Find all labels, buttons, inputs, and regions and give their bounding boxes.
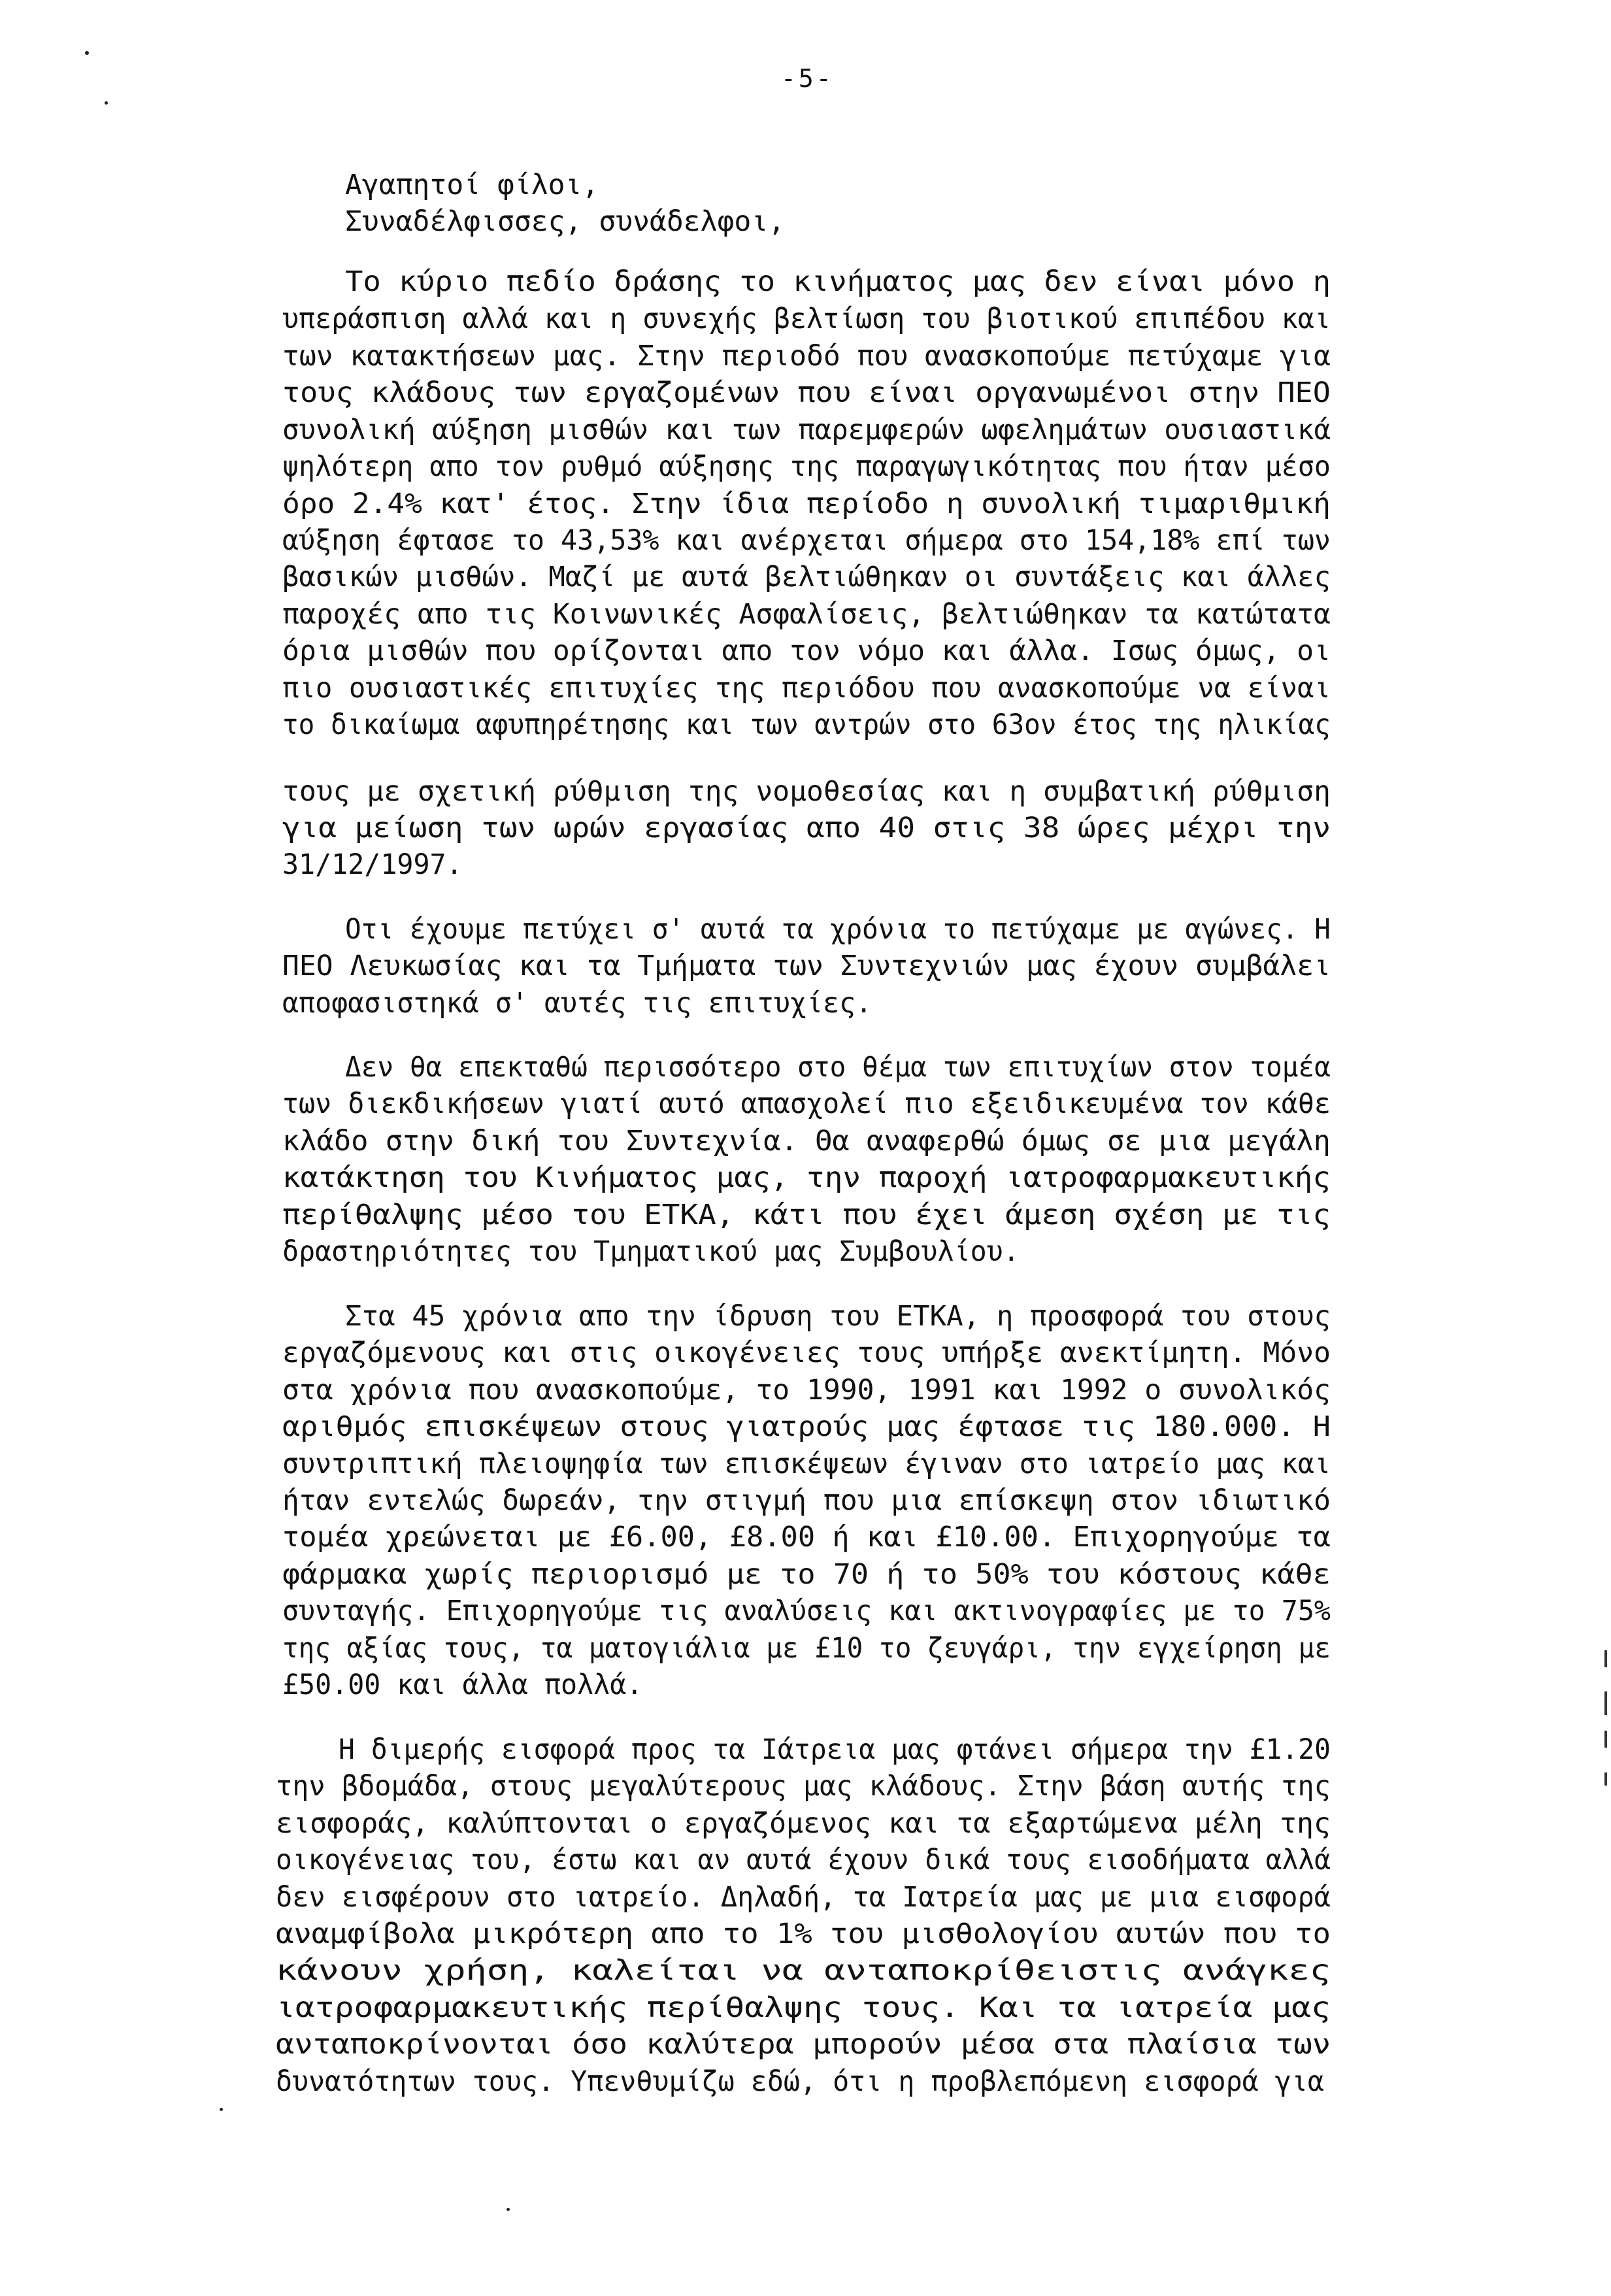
paragraph-line: κατάκτηση του Κινήματος μας, την παροχή ιατροφαρμακευτικής — [282, 1161, 1331, 1194]
paragraph-line: αριθμός επισκέψεων στους γιατρούς μας έφτασε τις 180.000. Η — [282, 1410, 1331, 1443]
paragraph-line: £50.00 και άλλα πολλά. — [282, 1669, 643, 1701]
scan-edge-mark — [1604, 1772, 1607, 1786]
paragraph-line: δυνατότητων τους. Υπενθυμίζω εδώ, ότι η προβλεπόμενη εισφορά για — [276, 2065, 1324, 2098]
paragraph-line: Η διμερής εισφορά προς τα Ιάτρεια μας φτάνει σήμερα την £1.20 — [339, 1733, 1331, 1766]
paragraph-line: την βδομάδα, στους μεγαλύτερους μας κλάδους. Στην βάση αυτής της — [276, 1770, 1331, 1803]
scan-speck — [507, 2208, 510, 2211]
scan-edge-mark — [1604, 1650, 1607, 1667]
paragraph-line: ιατροφαρμακευτικής περίθαλψης τους. Και τα ιατρεία μας — [276, 1991, 1331, 2024]
paragraph-line: Στα 45 χρόνια απο την ίδρυση του ΕΤΚΑ, η προσφορά του στους — [345, 1300, 1331, 1333]
paragraph-line: παροχές απο τις Κοινωνικές Ασφαλίσεις, βελτιώθηκαν τα κατώτατα — [282, 598, 1331, 631]
paragraph-line: 31/12/1997. — [282, 848, 463, 881]
paragraph-line: τους με σχετική ρύθμιση της νομοθεσίας και η συμβατική ρύθμιση — [282, 775, 1331, 808]
paragraph-line: για μείωση των ωρών εργασίας απο 40 στις 38 ώρες μέχρι την — [282, 812, 1331, 844]
paragraph-line: τομέα χρεώνεται με £6.00, £8.00 ή και £10.00. Επιχορηγούμε τα — [282, 1521, 1331, 1554]
paragraph-line: τους κλάδους των εργαζομένων που είναι οργανωμένοι στην ΠΕΟ — [282, 376, 1331, 409]
paragraph-line: αύξηση έφτασε το 43,53% και ανέρχεται σήμερα στο 154,18% επί των — [282, 524, 1331, 557]
paragraph-line: όρο 2.4% κατ' έτος. Στην ίδια περίοδο η συνολική τιμαριθμική — [282, 488, 1331, 520]
paragraph-line: ψηλότερη απο τον ρυθμό αύξησης της παραγωγικότητας που ήταν μέσο — [282, 450, 1331, 483]
paragraph-line: των διεκδικήσεων γιατί αυτό απασχολεί πιο εξειδικευμένα τον κάθε — [282, 1088, 1331, 1120]
paragraph-line: ήταν εντελώς δωρεάν, την στιγμή που μια επίσκεψη στον ιδιωτικό — [282, 1484, 1331, 1517]
page-number: -5- — [781, 64, 834, 93]
paragraph-line: βασικών μισθών. Μαζί με αυτά βελτιώθηκαν οι συντάξεις και άλλες — [282, 561, 1331, 593]
scan-speck — [220, 2108, 223, 2111]
scan-edge-mark — [1604, 1731, 1607, 1748]
scan-speck — [85, 51, 89, 55]
paragraph-line: ΠΕΟ Λευκωσίας και τα Τμήματα των Συντεχνιών μας έχουν συμβάλει — [282, 950, 1331, 982]
paragraph-line: αναμφίβολα μικρότερη απο το 1% του μισθολογίου αυτών που το — [276, 1918, 1331, 1950]
paragraph-line: οικογένειας του, έστω και αν αυτά έχουν δικά τους εισοδήματα αλλά — [276, 1844, 1331, 1876]
scan-edge-mark — [1604, 1691, 1607, 1715]
paragraph-line: Δεν θα επεκταθώ περισσότερο στο θέμα των επιτυχίων στον τομέα — [345, 1051, 1331, 1084]
paragraph-line: Το κύριο πεδίο δράσης το κινήματος μας δεν είναι μόνο η — [345, 265, 1331, 298]
paragraph-line: Οτι έχουμε πετύχει σ' αυτά τα χρόνια το πετύχαμε με αγώνες. Η — [345, 913, 1331, 946]
greeting-line: Αγαπητοί φίλοι, — [345, 169, 599, 201]
paragraph-line: δεν εισφέρουν στο ιατρείο. Δηλαδή, τα Ιατρεία μας με μια εισφορά — [276, 1881, 1331, 1914]
paragraph-line: στα χρόνια που ανασκοπούμε, το 1990, 1991 και 1992 ο συνολικός — [282, 1374, 1331, 1406]
paragraph-line: κάνουν χρήση, καλείται να ανταποκρίθειστις ανάγκες — [276, 1954, 1331, 1987]
paragraph-line: υπεράσπιση αλλά και η συνεχής βελτίωση του βιοτικού επιπέδου και — [282, 303, 1331, 335]
paragraph-line: πιο ουσιαστικές επιτυχίες της περιόδου που ανασκοπούμε να είναι — [282, 672, 1331, 705]
paragraph-line: αποφασιστηκά σ' αυτές τις επιτυχίες. — [282, 987, 872, 1020]
paragraph-line: συντριπτική πλειοψηφία των επισκέψεων έγιναν στο ιατρείο μας και — [282, 1448, 1331, 1480]
scan-speck — [105, 101, 108, 105]
paragraph-line: της αξίας τους, τα ματογιάλια με £10 το ζευγάρι, την εγχείρηση με — [282, 1632, 1331, 1665]
paragraph-line: των κατακτήσεων μας. Στην περιοδό που ανασκοπούμε πετύχαμε για — [282, 340, 1331, 373]
paragraph-line: συνταγής. Επιχορηγούμε τις αναλύσεις και ακτινογραφίες με το 75% — [282, 1595, 1331, 1627]
paragraph-line: περίθαλψης μέσο του ΕΤΚΑ, κάτι που έχει άμεση σχέση με τις — [282, 1199, 1331, 1231]
paragraph-line: όρια μισθών που ορίζονται απο τον νόμο και άλλα. Ισως όμως, οι — [282, 635, 1331, 667]
paragraph-line: το δικαίωμα αφυπηρέτησης και των αντρών στο 63ον έτος της ηλικίας — [282, 708, 1331, 741]
paragraph-line: κλάδο στην δική του Συντεχνία. Θα αναφερθώ όμως σε μια μεγάλη — [282, 1125, 1331, 1157]
greeting-line: Συναδέλφισσες, συνάδελφοι, — [345, 205, 786, 238]
paragraph-line: εργαζόμενους και στις οικογένειες τους υπήρξε ανεκτίμητη. Μόνο — [282, 1337, 1331, 1369]
paragraph-line: ανταποκρίνονται όσο καλύτερα μπορούν μέσα στα πλαίσια των — [276, 2028, 1331, 2061]
paragraph-line: φάρμακα χωρίς περιορισμό με το 70 ή το 50% του κόστους κάθε — [282, 1558, 1331, 1591]
paragraph-line: συνολική αύξηση μισθών και των παρεμφερών ωφελημάτων ουσιαστικά — [282, 414, 1331, 446]
paragraph-line: δραστηριότητες του Τμηματικού μας Συμβουλίου. — [282, 1235, 1020, 1268]
paragraph-line: εισφοράς, καλύπτονται ο εργαζόμενος και τα εξαρτώμενα μέλη της — [276, 1807, 1331, 1840]
